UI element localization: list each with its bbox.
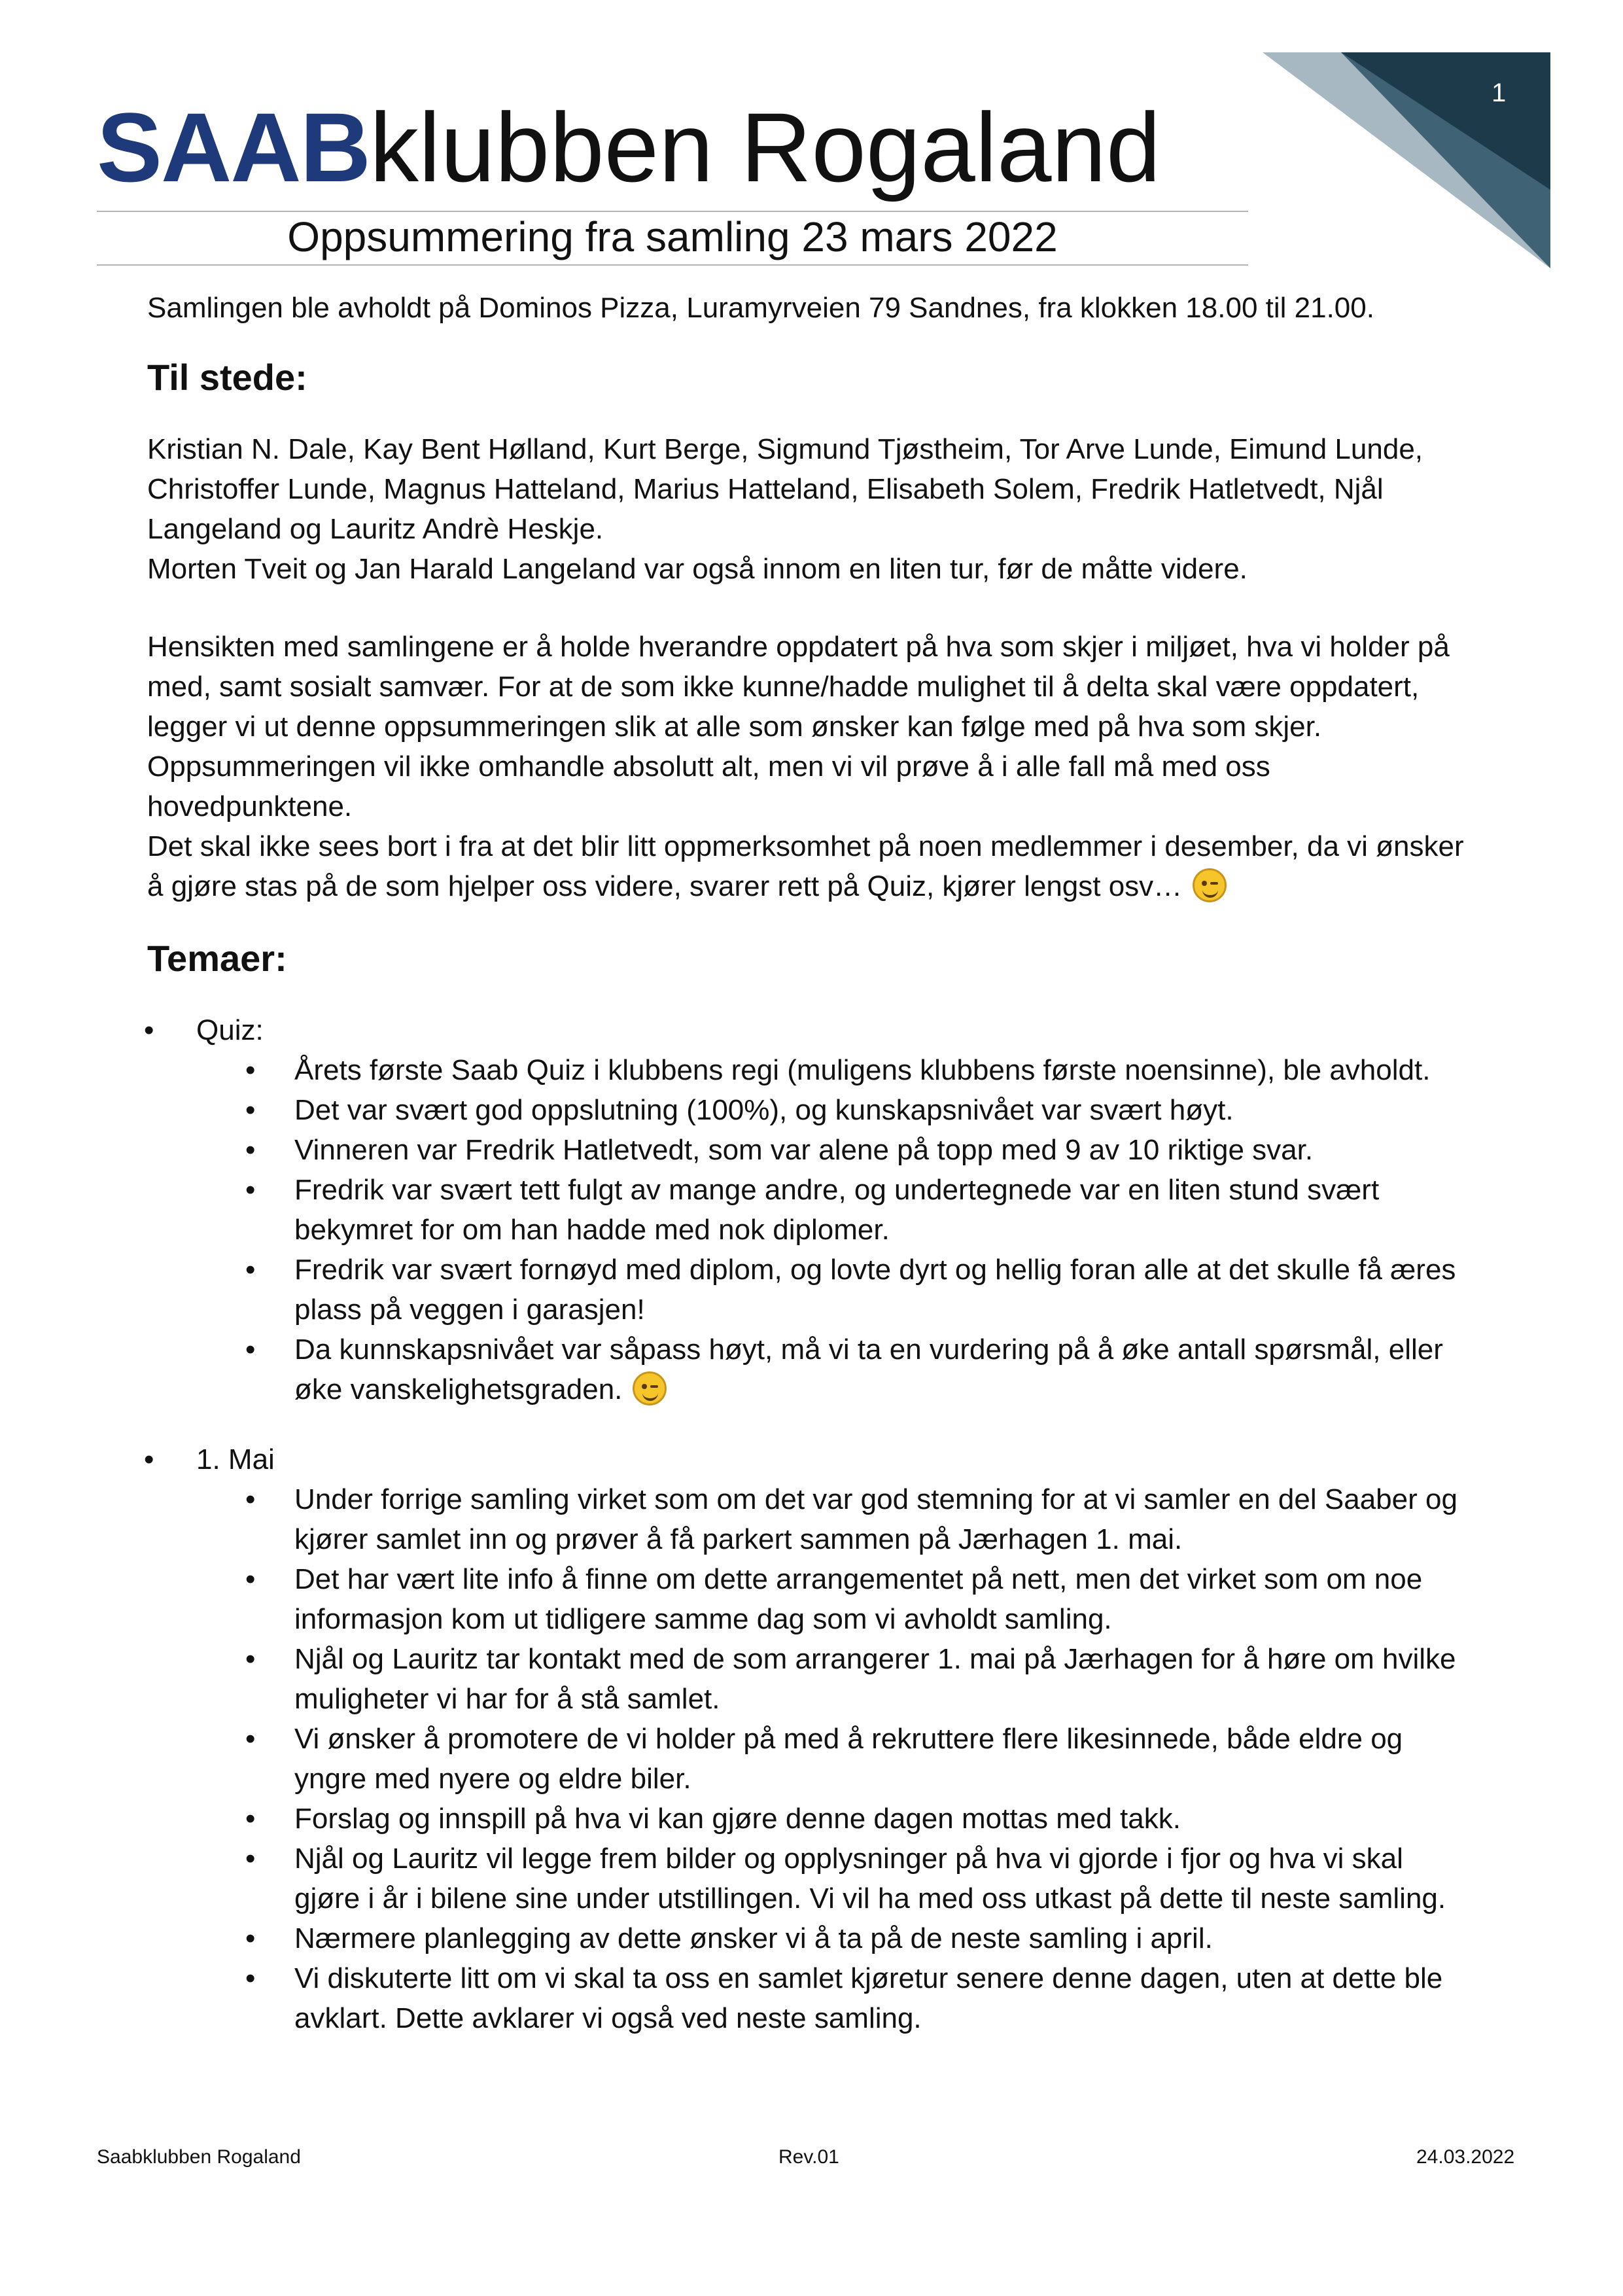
document-body [147, 288, 1521, 2068]
themes-heading: Temaer: [147, 937, 287, 979]
present-line: Langeland og Lauritz Andrè Heskje. [147, 512, 604, 545]
list-item [294, 1090, 1521, 1130]
item-text: Det har vært lite info å finne om dette arrangementet på nett, men det virket som om noe [294, 1563, 1423, 1595]
purpose-line: hovedpunktene. [147, 790, 353, 822]
logo-club-text: klubben Rogaland [370, 92, 1161, 202]
purpose-line: Oppsummeringen vil ikke omhandle absolutt alt, men vi vil prøve å i alle fall må med oss [147, 750, 1270, 783]
visitors-line: Morten Tveit og Jan Harald Langeland var også innom en liten tur, før de måtte videre. [147, 552, 1248, 585]
item-text: muligheter vi har for å stå samlet. [294, 1682, 720, 1715]
list-item [294, 1250, 1521, 1330]
item-text: Njål og Lauritz vil legge frem bilder og opplysninger på hva vi gjorde i fjor og hva vi skal [294, 1842, 1403, 1875]
item-text: Vi ønsker å promotere de vi holder på med å rekruttere flere likesinnede, både eldre og [294, 1722, 1403, 1755]
topic-may-first [147, 1439, 1521, 2038]
list-item [294, 1479, 1521, 1559]
item-text: Under forrige samling virket som om det var god stemning for at vi samler en del Saaber og [294, 1483, 1457, 1515]
item-text: Fredrik var svært fornøyd med diplom, og lovte dyrt og hellig foran alle at det skulle få æres [294, 1253, 1456, 1286]
item-text: kjører samlet inn og prøver å få parkert sammen på Jærhagen 1. mai. [294, 1523, 1183, 1555]
item-text: øke vanskelighetsgraden. [294, 1373, 623, 1405]
wink-emoji-icon [633, 1371, 667, 1405]
topic-items [196, 1050, 1521, 1409]
topic-items [196, 1479, 1521, 2038]
item-text: plass på veggen i garasjen! [294, 1293, 645, 1326]
list-item [294, 1799, 1521, 1839]
purpose-line: Det skal ikke sees bort i fra at det blir litt oppmerksomhet på noen medlemmer i desember, da vi ønsker [147, 830, 1464, 862]
topic-label: • Quiz: [196, 1014, 264, 1046]
footer-date: 24.03.2022 [1416, 2146, 1515, 2168]
item-text: Det var svært god oppslutning (100%), og kunskapsnivået var svært høyt. [294, 1093, 1234, 1126]
logo-saab-text: SAAB [97, 92, 370, 202]
list-item [294, 1170, 1521, 1250]
topic-label: • 1. Mai [196, 1443, 275, 1475]
header-rule-top [97, 211, 1248, 212]
page-number: 1 [1492, 79, 1507, 107]
item-text: Da kunnskapsnivået var såpass høyt, må vi ta en vurdering på å øke antall spørsmål, eller [294, 1333, 1443, 1366]
list-item [294, 1330, 1521, 1409]
item-text: yngre med nyere og eldre biler. [294, 1762, 691, 1795]
item-text: Vi diskuterte litt om vi skal ta oss en samlet kjøretur senere denne dagen, uten at dette ble [294, 1962, 1443, 1994]
item-text: avklart. Dette avklarer vi også ved neste samling. [294, 2002, 922, 2034]
corner-decoration [1263, 52, 1563, 275]
topics-list [147, 1010, 1521, 2038]
item-text: bekymret for om han hadde med nok diplomer. [294, 1213, 890, 1246]
item-text: Årets første Saab Quiz i klubbens regi (muligens klubbens første noensinne), ble avholdt. [294, 1053, 1431, 1086]
list-item [294, 1719, 1521, 1799]
present-line: Kristian N. Dale, Kay Bent Hølland, Kurt Berge, Sigmund Tjøstheim, Tor Arve Lunde, Eimund Lunde, [147, 433, 1423, 465]
document-subtitle: Oppsummering fra samling 23 mars 2022 [287, 213, 1058, 260]
purpose-line: Hensikten med samlingene er å holde hverandre oppdatert på hva som skjer i miljøet, hva vi holder på [147, 630, 1450, 663]
item-text: Nærmere planlegging av dette ønsker vi å ta på de neste samling i april. [294, 1922, 1213, 1954]
footer-revision: Rev.01 [778, 2146, 839, 2168]
present-line: Christoffer Lunde, Magnus Hatteland, Marius Hatteland, Elisabeth Solem, Fredrik Hatletvedt, Njål [147, 472, 1384, 505]
list-item [294, 1050, 1521, 1090]
item-text: Fredrik var svært tett fulgt av mange andre, og undertegnede var en liten stund svært [294, 1173, 1380, 1206]
topic-quiz [147, 1010, 1521, 1409]
item-text: gjøre i år i bilene sine under utstillingen. Vi vil ha med oss utkast på dette til neste samling. [294, 1882, 1446, 1915]
item-text: informasjon kom ut tidligere samme dag som vi avholdt samling. [294, 1602, 1112, 1635]
intro-paragraph: Samlingen ble avholdt på Dominos Pizza, Luramyrveien 79 Sandnes, fra klokken 18.00 til 21.00. [147, 292, 1374, 324]
header-rule-bottom [97, 264, 1248, 266]
purpose-line: med, samt sosialt samvær. For at de som ikke kunne/hadde mulighet til å delta skal være oppdatert, [147, 670, 1420, 703]
purpose-line-text: å gjøre stas på de som hjelper oss videre, svarer rett på Quiz, kjører lengst osv… [147, 870, 1183, 902]
footer-club-name: Saabklubben Rogaland [97, 2146, 301, 2168]
list-item [294, 1839, 1521, 1918]
club-logo [97, 92, 1161, 202]
list-item [294, 1958, 1521, 2038]
present-heading: Til stede: [147, 357, 307, 398]
item-text: Forslag og innspill på hva vi kan gjøre denne dagen mottas med takk. [294, 1802, 1181, 1835]
purpose-line: legger vi ut denne oppsummeringen slik at alle som ønsker kan følge med på hva som skjer. [147, 710, 1322, 743]
item-text: Njål og Lauritz tar kontakt med de som arrangerer 1. mai på Jærhagen for å høre om hvilke [294, 1642, 1456, 1675]
purpose-line-last [147, 866, 1521, 906]
list-item [294, 1559, 1521, 1639]
list-item [294, 1130, 1521, 1170]
list-item [294, 1918, 1521, 1958]
list-item [294, 1639, 1521, 1719]
wink-emoji-icon [1193, 868, 1227, 902]
item-text: Vinneren var Fredrik Hatletvedt, som var alene på topp med 9 av 10 riktige svar. [294, 1133, 1314, 1166]
